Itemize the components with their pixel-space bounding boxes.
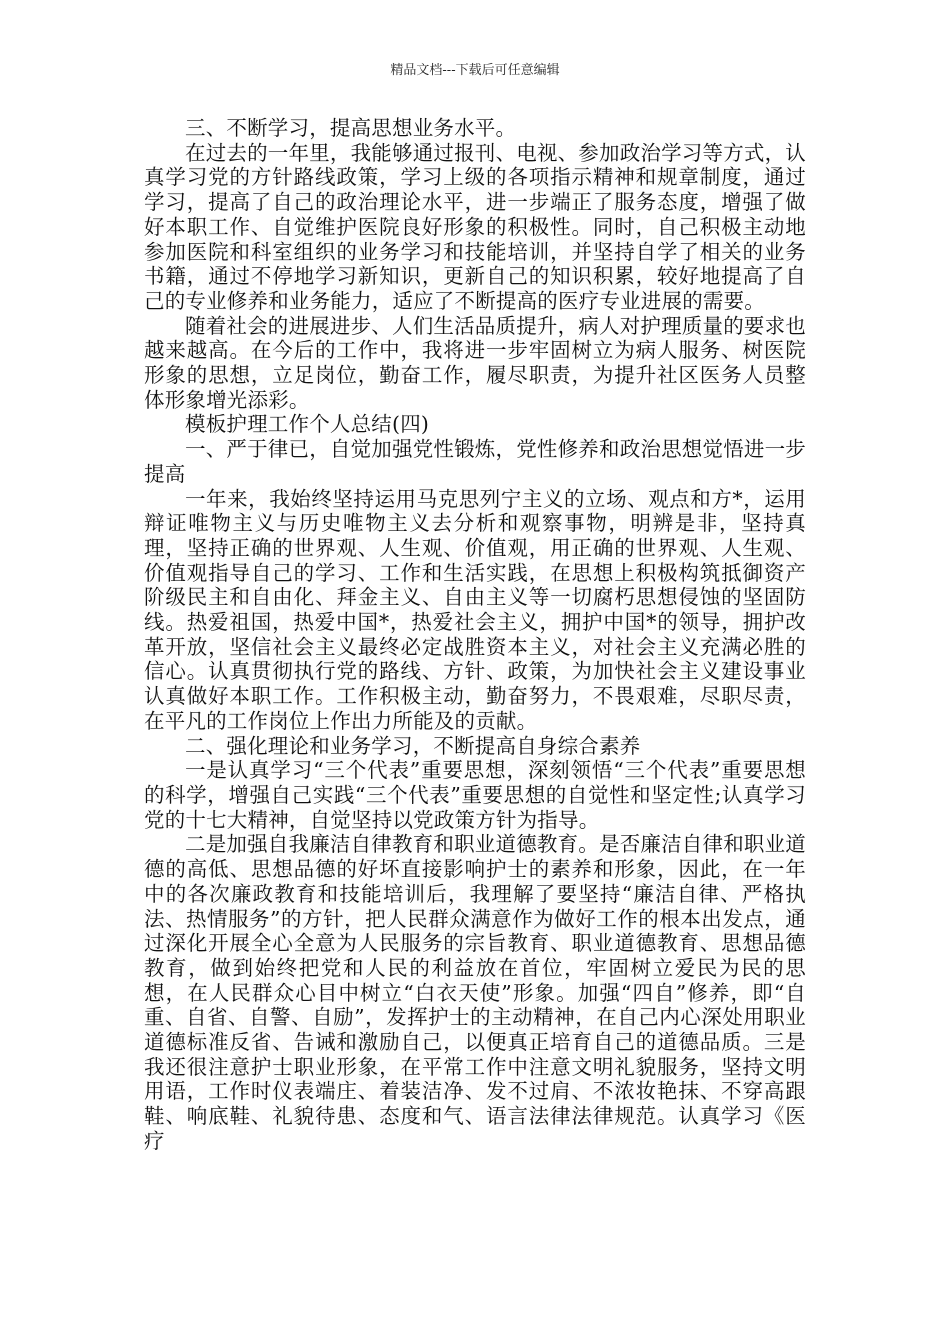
paragraph-future-goals: 随着社会的进展进步、人们生活品质提升，病人对护理质量的要求也越来越高。在今后的工作中，我将进一步牢固树立为病人服务、树医院形象的思想，立足岗位，勤奋工作，履尽职责，为提升社区医务人员整体形象增光添彩。 — [144, 313, 806, 412]
section-heading-learning: 三、不断学习，提高思想业务水平。 — [185, 116, 517, 140]
paragraph-ethics-education: 二是加强自我廉洁自律教育和职业道德教育。是否廉洁自律和职业道德的高低、思想品德的好坏直接影响护士的素养和形象，因此，在一年中的各次廉政教育和技能培训后，我理解了要坚持“廉洁自律、严格执法、热情服务”的方针，把人民群众满意作为做好工作的根本出发点，通过深化开展全心全意为人民服务的宗旨教育、职业道德教育、思想品德教育，做到始终把党和人民的利益放在首位，牢固树立爱民为民的思想，在人民群众心目中树立“白衣天使”形象。加强“四自”修养，即“自重、自省、自警、自励”，发挥护士的主动精神，在自己内心深处用职业道德标准反省、告诫和激励自己，以便真正培育自己的道德品质。三是我还很注意护士职业形象，在平常工作中注意文明礼貌服务，坚持文明用语，工作时仪表端庄、着装洁净、发不过肩、不浓妆艳抹、不穿高跟鞋、响底鞋、礼貌待患、态度和气、语言法律法律规范。认真学习《医疗 — [144, 832, 806, 1153]
document-body — [144, 116, 806, 1154]
paragraph-three-represents: 一是认真学习“三个代表”重要思想，深刻领悟“三个代表”重要思想的科学，增强自己实践“三个代表”重要思想的自觉性和坚定性;认真学习党的十七大精神，自觉坚持以党政策方针为指导。 — [144, 758, 806, 832]
section-heading-theory-study: 二、强化理论和业务学习，不断提高自身综合素养 — [185, 733, 641, 758]
section-heading-discipline: 一、严于律已，自觉加强党性锻炼，党性修养和政治思想觉悟进一步提高 — [144, 437, 806, 486]
paragraph-political-ideology: 一年来，我始终坚持运用马克思列宁主义的立场、观点和方*，运用辩证唯物主义与历史唯物主义去分析和观察事物，明辨是非，坚持真理，坚持正确的世界观、人生观、价值观，用正确的世界观、人生观、价值观指导自己的学习、工作和生活实践，在思想上积极构筑抵御资产阶级民主和自由化、拜金主义、自由主义等一切腐朽思想侵蚀的坚固防线。热爱祖国，热爱中国*，热爱社会主义，拥护中国*的领导，拥护改革开放，坚信社会主义最终必定战胜资本主义，对社会主义充满必胜的信心。认真贯彻执行党的路线、方针、政策，为加快社会主义建设事业认真做好本职工作。工作积极主动，勤奋努力，不畏艰难，尽职尽责，在平凡的工作岗位上作出力所能及的贡献。 — [144, 486, 806, 733]
page-header: 精品文档---下载后可任意编辑 — [390, 63, 560, 78]
document-subtitle: 模板护理工作个人总结(四) — [185, 412, 430, 437]
paragraph-study-overview: 在过去的一年里，我能够通过报刊、电视、参加政治学习等方式，认真学习党的方针路线政策，学习上级的各项指示精神和规章制度，通过学习，提高了自己的政治理论水平，进一步端正了服务态度，增强了做好本职工作、自觉维护医院良好形象的积极性。同时，自己积极主动地参加医院和科室组织的业务学习和技能培训，并坚持自学了相关的业务书籍，通过不停地学习新知识，更新自己的知识积累，较好地提高了自己的专业修养和业务能力，适应了不断提高的医疗专业进展的需要。 — [144, 140, 806, 313]
